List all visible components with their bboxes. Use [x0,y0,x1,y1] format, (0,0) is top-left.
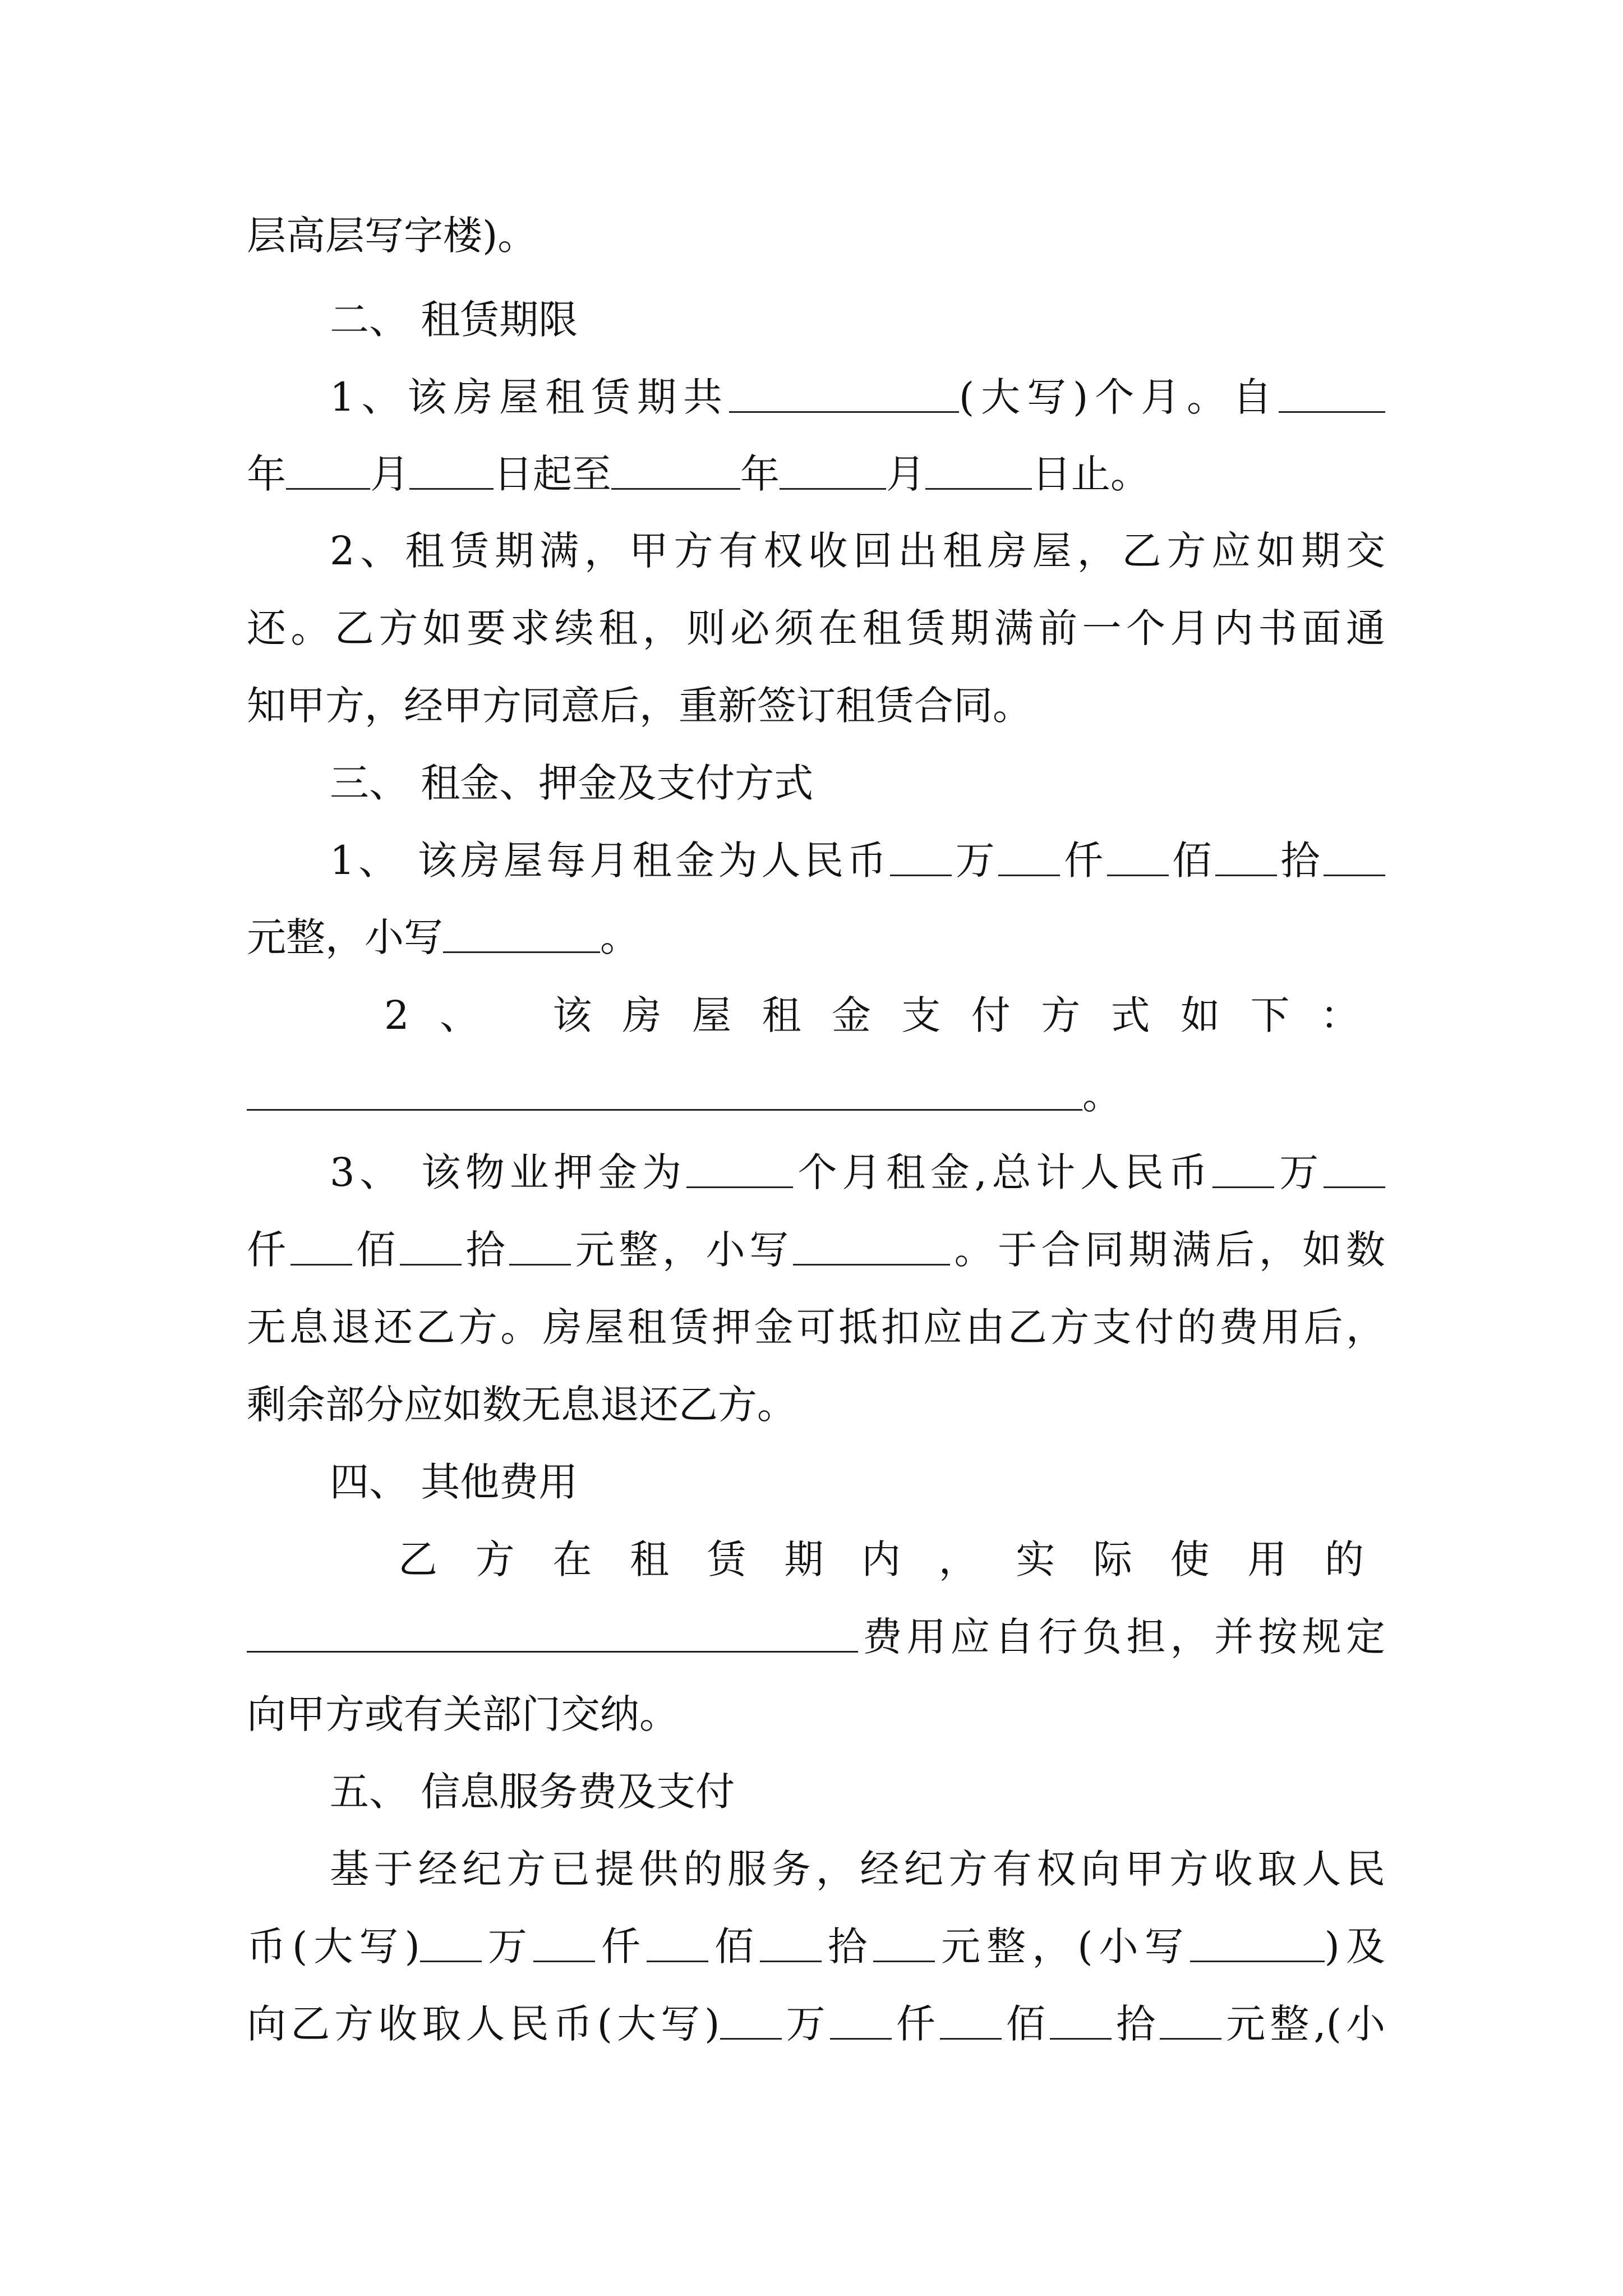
fill-in-blank[interactable] [890,835,952,876]
text-segment: 年 [740,451,780,497]
section-heading-lease-term [247,280,1385,359]
text-segment: 万 [952,838,999,884]
text-segment: )及 [1324,1924,1386,1970]
fill-in-blank[interactable] [647,1921,708,1962]
section-heading-other-fees [247,1443,1385,1521]
text-line-16 [247,1365,1385,1444]
fill-in-blank[interactable] [1050,1999,1112,2040]
text-line-20 [247,1675,1385,1754]
fill-in-blank[interactable] [533,1921,595,1962]
fill-in-blank[interactable] [780,449,886,490]
fill-in-blank[interactable] [830,1999,892,2040]
fill-in-blank[interactable] [611,449,740,490]
text-segment: 拾 [1276,838,1324,884]
text-segment: 日止。 [1032,451,1150,497]
text-segment: 。 [600,914,639,960]
text-line-23 [247,1907,1385,1986]
fill-in-blank[interactable] [760,1921,822,1962]
text-line-10 [247,898,1385,977]
text-line-5 [247,512,1385,590]
text-segment: 拾 [822,1924,874,1970]
text-segment: 个月租金,总计人民币 [792,1149,1213,1195]
fill-in-blank[interactable] [400,1225,462,1266]
fill-in-blank[interactable] [509,1225,571,1266]
text-segment: 日起至 [494,451,611,497]
text-line-6 [247,589,1385,668]
text-line-4 [247,435,1385,513]
fill-in-blank[interactable] [1190,1921,1325,1962]
fill-in-blank[interactable] [443,912,600,953]
fill-in-blank[interactable] [793,1225,950,1266]
text-segment: 。 [1082,1072,1122,1118]
text-segment: 知甲方，经甲方同意后，重新签订租赁合同。 [247,683,1032,729]
text-line-24 [247,1985,1385,2063]
text-segment: (大写)个月。自 [958,374,1279,420]
text-segment: 佰 [708,1924,760,1970]
fill-in-blank[interactable] [247,1070,1082,1111]
text-segment: 无息退还乙方。房屋租赁押金可抵扣应由乙方支付的费用后， [247,1304,1385,1350]
text-line-9 [247,821,1385,900]
text-segment: 1、 该房屋每月租金为人民币 [330,838,891,884]
text-segment: 拾 [461,1227,510,1273]
fill-in-blank[interactable] [1324,1147,1385,1188]
text-segment: 三、 租金、押金及支付方式 [330,760,814,806]
text-segment: 元整，小写 [571,1227,793,1273]
text-segment: 2、 该房屋租金支付方式如下： [384,992,1385,1038]
fill-in-blank[interactable] [940,1999,1002,2040]
text-segment: 向乙方收取人民币(大写) [247,2001,720,2047]
text-line-13 [247,1133,1385,1212]
fill-in-blank[interactable] [291,1225,352,1266]
fill-in-blank[interactable] [1212,1147,1274,1188]
text-segment: 还。乙方如要求续租，则必须在租赁期满前一个月内书面通 [247,605,1385,651]
text-segment: 仟 [891,2001,940,2047]
text-segment: 。于合同期满后，如数 [949,1227,1386,1273]
text-segment: 剩余部分应如数无息退还乙方。 [247,1382,796,1428]
fill-in-blank[interactable] [247,1612,858,1653]
fill-in-blank[interactable] [729,372,959,413]
text-line-1 [247,196,1385,275]
text-line-15 [247,1288,1385,1366]
fill-in-blank[interactable] [1160,1999,1221,2040]
text-segment: 基于经纪方已提供的服务，经纪方有权向甲方收取人民 [330,1846,1385,1892]
text-segment: 月 [886,451,925,497]
fill-in-blank[interactable] [925,449,1032,490]
text-line-11 [247,976,1385,1055]
fill-in-blank[interactable] [286,449,370,490]
text-line-18 [247,1520,1385,1599]
text-segment: 仟 [594,1924,647,1970]
text-segment: 元整，小写 [247,914,443,960]
fill-in-blank[interactable] [1324,835,1385,876]
text-segment: 乙方在租赁期内，实际使用的 [398,1536,1385,1582]
text-segment: 佰 [1001,2001,1050,2047]
text-line-3 [247,358,1385,436]
text-segment: 二、 租赁期限 [330,297,578,343]
text-segment: 年 [247,451,286,497]
text-segment: 仟 [247,1227,291,1273]
fill-in-blank[interactable] [420,1921,482,1962]
text-segment: 元整,(小 [1221,2001,1386,2047]
fill-in-blank[interactable] [1279,372,1385,413]
text-segment: 3、 该物业押金为 [330,1149,686,1195]
text-segment: 四、 其他费用 [330,1459,578,1505]
fill-in-blank[interactable] [873,1921,935,1962]
text-segment: 币(大写) [247,1924,420,1970]
text-line-22 [247,1830,1385,1908]
fill-in-blank[interactable] [409,449,494,490]
text-segment: 月 [370,451,409,497]
section-heading-rent-deposit [247,744,1385,822]
text-segment: 费用应自行负担，并按规定 [858,1614,1385,1660]
text-line-12 [247,1056,1385,1134]
text-segment: 1、该房屋租赁期共 [330,374,729,420]
text-segment: 佰 [1168,838,1215,884]
text-segment: 万 [481,1924,533,1970]
text-line-19 [247,1598,1385,1676]
fill-in-blank[interactable] [1107,835,1169,876]
text-segment: 五、 信息服务费及支付 [330,1769,735,1815]
fill-in-blank[interactable] [1215,835,1277,876]
text-segment: 佰 [352,1227,400,1273]
fill-in-blank[interactable] [720,1999,782,2040]
text-segment: 元整，(小写 [935,1924,1190,1970]
section-heading-service-fee [247,1752,1385,1831]
fill-in-blank[interactable] [998,835,1060,876]
text-segment: 层高层写字楼)。 [247,213,537,259]
text-line-14 [247,1211,1385,1289]
text-line-7 [247,666,1385,745]
text-segment: 2、租赁期满，甲方有权收回出租房屋，乙方应如期交 [330,528,1385,574]
text-segment: 万 [781,2001,830,2047]
text-segment: 万 [1274,1149,1324,1195]
text-segment: 向甲方或有关部门交纳。 [247,1691,679,1737]
text-segment: 仟 [1060,838,1107,884]
fill-in-blank[interactable] [686,1147,793,1188]
text-segment: 拾 [1112,2001,1160,2047]
